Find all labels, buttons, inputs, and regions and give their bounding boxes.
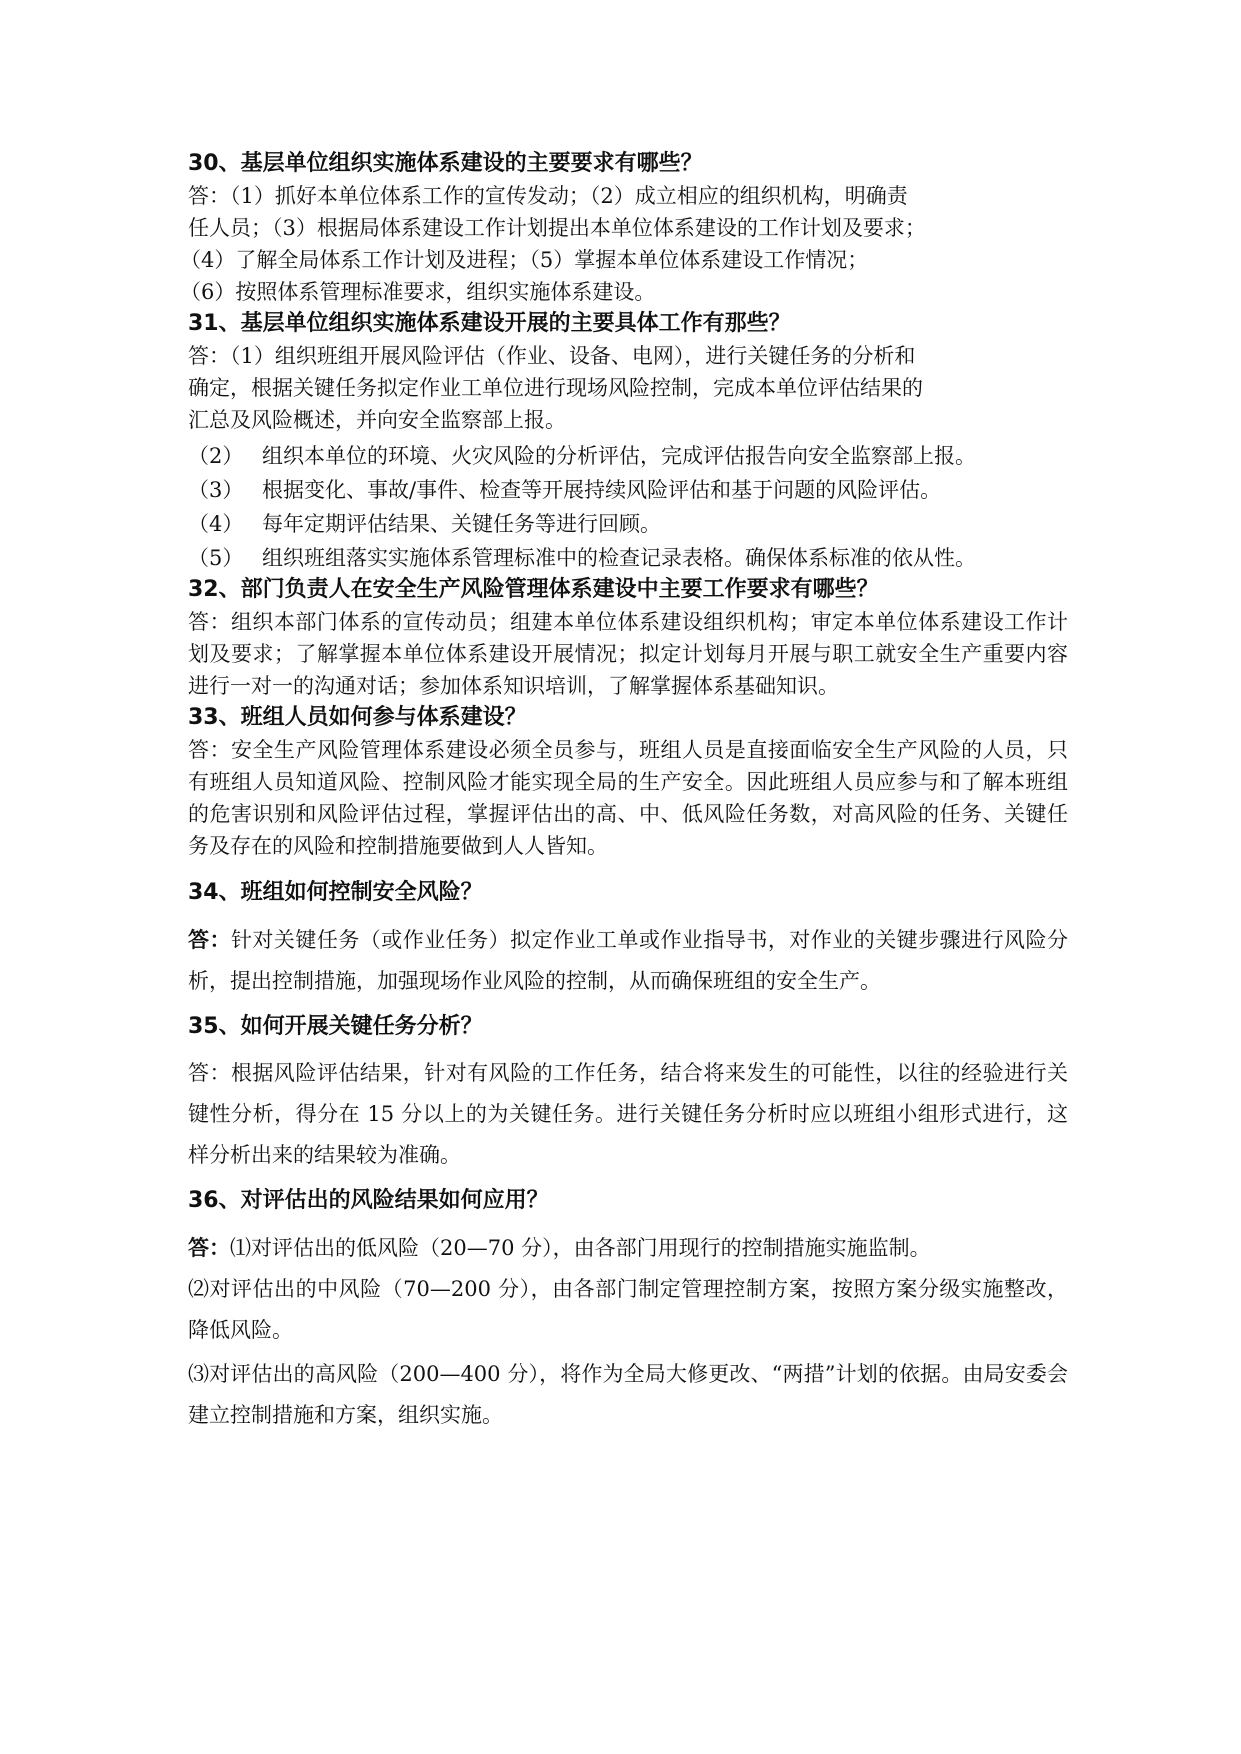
question-33-title: 33、班组人员如何参与体系建设？ <box>188 705 527 730</box>
answer-35: 答：根据风险评估结果，针对有风险的工作任务，结合将来发生的可能性，以往的经验进行关键性分析，得分在 15 分以上的为关键任务。进行关键任务分析时应以班组小组形式进行，这样分析出来的结果较为准确。 <box>188 1061 1068 1167</box>
question-31-title: 31、基层单位组织实施体系建设开展的主要具体工作有那些？ <box>188 311 791 336</box>
answer-36-text: ⑴对评估出的低风险（20—70 分），由各部门用现行的控制措施实施监制。 <box>230 1236 931 1260</box>
answer-30-line: 答：（1）抓好本单位体系工作的宣传发动；（2）成立相应的组织机构，明确责 <box>188 184 908 208</box>
answer-36-line1 <box>188 1227 1068 1269</box>
answer-32: 答：组织本部门体系的宣传动员；组建本单位体系建设组织机构；审定本单位体系建设工作计划及要求；了解掌握本单位体系建设开展情况；拟定计划每月开展与职工就安全生产重要内容进行一对一的沟通对话；参加体系知识培训，了解掌握体系基础知识。 <box>188 610 1068 698</box>
answer-31-item <box>188 474 1068 506</box>
answer-30-line: （6）按照体系管理标准要求，组织实施体系建设。 <box>180 280 656 304</box>
item-number: （4） <box>188 512 244 536</box>
item-number: （2） <box>188 444 244 468</box>
answer-31-item <box>188 440 1068 472</box>
answer-36-line3: ⑶对评估出的高风险（200—400 分），将作为全局大修更改、“两措”计划的依据。由局安委会建立控制措施和方案，组织实施。 <box>188 1362 1068 1427</box>
item-number: （5） <box>188 546 244 570</box>
question-32-title: 32、部门负责人在安全生产风险管理体系建设中主要工作要求有哪些？ <box>188 577 879 602</box>
answer-31-line: 答：（1）组织班组开展风险评估（作业、设备、电网），进行关键任务的分析和 <box>188 344 916 368</box>
item-text: 组织本单位的环境、火灾风险的分析评估，完成评估报告向安全监察部上报。 <box>262 444 976 468</box>
answer-34 <box>188 919 1068 1002</box>
question-35-title: 35、如何开展关键任务分析？ <box>188 1014 483 1039</box>
question-34-title: 34、班组如何控制安全风险？ <box>188 880 483 905</box>
answer-30-line: （4）了解全局体系工作计划及进程；（5）掌握本单位体系建设工作情况； <box>180 248 869 272</box>
answer-34-text: 针对关键任务（或作业任务）拟定作业工单或作业指导书，对作业的关键步骤进行风险分析，提出控制措施，加强现场作业风险的控制，从而确保班组的安全生产。 <box>188 928 1068 993</box>
answer-31-item <box>188 508 1068 540</box>
answer-label: 答： <box>188 1235 230 1260</box>
answer-36-line2: ⑵对评估出的中风险（70—200 分），由各部门制定管理控制方案，按照方案分级实施整改，降低风险。 <box>188 1277 1068 1342</box>
answer-33: 答：安全生产风险管理体系建设必须全员参与，班组人员是直接面临安全生产风险的人员，只有班组人员知道风险、控制风险才能实现全局的生产安全。因此班组人员应参与和了解本班组的危害识别和风险评估过程，掌握评估出的高、中、低风险任务数，对高风险的任务、关键任务及存在的风险和控制措施要做到人人皆知。 <box>188 738 1068 858</box>
item-text: 根据变化、事故/事件、检查等开展持续风险评估和基于问题的风险评估。 <box>262 478 942 502</box>
item-text: 组织班组落实实施体系管理标准中的检查记录表格。确保体系标准的依从性。 <box>262 546 976 570</box>
question-30-title: 30、基层单位组织实施体系建设的主要要求有哪些？ <box>188 151 703 176</box>
item-text: 每年定期评估结果、关键任务等进行回顾。 <box>262 512 661 536</box>
question-36-title: 36、对评估出的风险结果如何应用？ <box>188 1188 549 1213</box>
answer-31-line: 确定，根据关键任务拟定作业工单位进行现场风险控制，完成本单位评估结果的 <box>188 376 923 400</box>
document-body <box>180 148 1068 1436</box>
answer-31-line: 汇总及风险概述，并向安全监察部上报。 <box>188 408 566 432</box>
item-number: （3） <box>188 478 244 502</box>
answer-30-line: 任人员；（3）根据局体系建设工作计划提出本单位体系建设的工作计划及要求； <box>188 216 926 240</box>
answer-31-item <box>188 542 1068 574</box>
answer-label: 答： <box>188 927 231 952</box>
